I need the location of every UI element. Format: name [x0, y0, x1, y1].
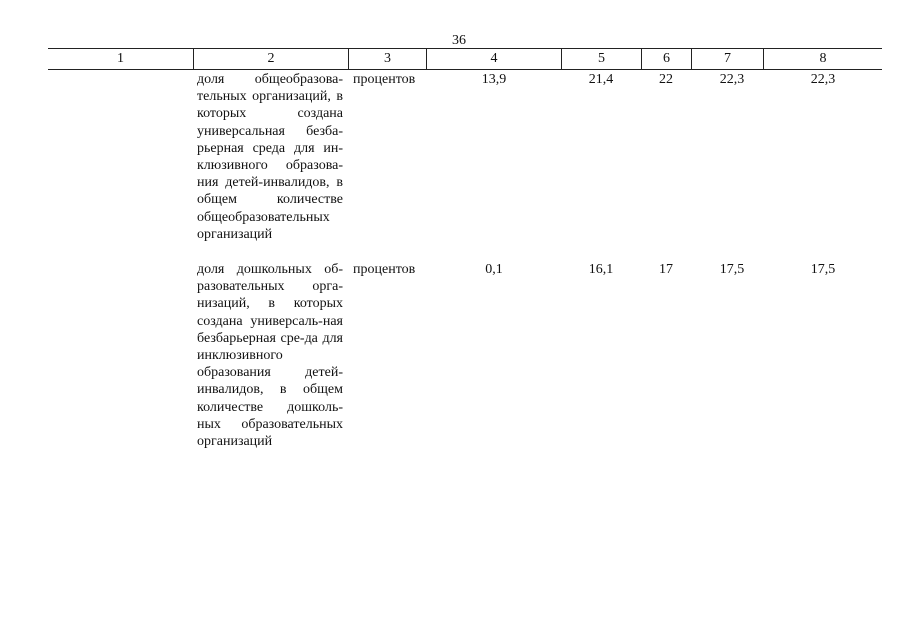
value-col-5: 21,4 — [588, 72, 614, 87]
value-col-6: 22 — [659, 72, 673, 87]
value-col-8: 17,5 — [810, 262, 836, 277]
value-col-4: 0,1 — [485, 262, 503, 277]
value-col-4: 13,9 — [481, 72, 507, 87]
header-col-4: 4 — [426, 49, 561, 69]
header-col-6: 6 — [641, 49, 691, 69]
value-col-7: 17,5 — [719, 262, 745, 277]
row-unit: процентов — [353, 72, 416, 87]
header-col-2: 2 — [193, 49, 348, 69]
row-description: доля дошкольных об-разовательных орга-низаций, в которых создана универсаль-ная безбарьерная сре-да для инклюзивного образования детей-инвалидов, в общем количестве дошколь-ных образовательных организаций — [197, 262, 343, 450]
header-col-7: 7 — [691, 49, 763, 69]
page-number: 36 — [452, 33, 466, 48]
row-unit: процентов — [353, 262, 416, 277]
value-col-5: 16,1 — [588, 262, 614, 277]
header-col-5: 5 — [561, 49, 641, 69]
value-col-6: 17 — [659, 262, 673, 277]
table-header — [48, 48, 882, 70]
value-col-8: 22,3 — [810, 72, 836, 87]
row-description: доля общеобразова-тельных организаций, в которых создана универсальная безба-рьерная среда для ин-клюзивного образова-ния детей-инвалидов, в общем количестве общеобразовательных организаций — [197, 72, 343, 242]
header-col-3: 3 — [348, 49, 426, 69]
value-col-7: 22,3 — [719, 72, 745, 87]
header-col-1: 1 — [117, 51, 124, 66]
header-col-8: 8 — [763, 49, 882, 69]
